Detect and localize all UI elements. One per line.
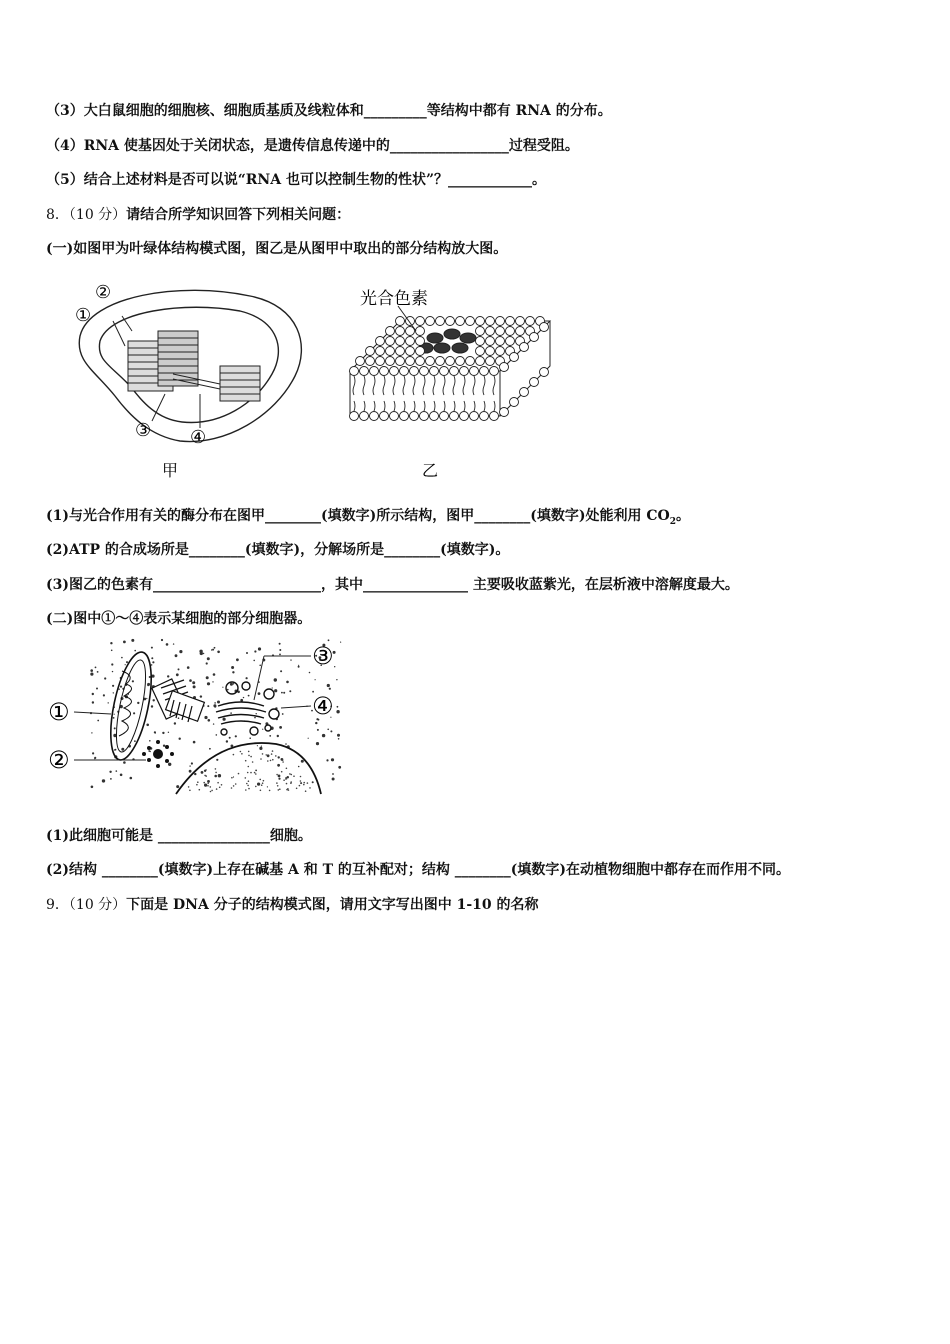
question-7-part-5: （5）结合上述材料是否可以说“RNA 也可以控制生物的性状”？____________。 (46, 172, 547, 188)
question-7-part-4: （4）RNA 使基因处于关闭状态，是遗传信息传递中的_________________过程受阻。 (46, 138, 579, 154)
chloroplast-diagram (79, 290, 301, 441)
part-two-question-1: (1)此细胞可能是 ________________细胞。 (46, 828, 312, 844)
part-one-question-1 (46, 506, 690, 532)
organelle-label-2: ② (48, 746, 70, 774)
figure-yi-label: 乙 (422, 461, 439, 480)
question-9-header (46, 895, 539, 915)
chloroplast-figure (60, 276, 580, 486)
question-8-text: 请结合所学知识回答下列相关问题： (126, 207, 351, 223)
co2-subscript: 2 (669, 516, 676, 527)
chloroplast-label-4: ④ (190, 427, 207, 448)
part-one-question-3: (3)图乙的色素有________________________，其中_______________ 主要吸收蓝紫光，在层析液中溶解度最大。 (46, 577, 739, 593)
part-one-question-2: (2)ATP 的合成场所是________(填数字)，分解场所是________(填数字)。 (46, 542, 510, 558)
organelle-label-4: ④ (312, 692, 334, 720)
question-8-header (46, 205, 350, 225)
chloroplast-label-1: ① (75, 305, 92, 326)
question-7-part-3: （3）大白鼠细胞的细胞核、细胞质基质及线粒体和_________等结构中都有 RNA 的分布。 (46, 103, 612, 119)
question-9-number: 9．（10 分） (46, 897, 127, 913)
question-8-part-one-intro: (一)如图甲为叶绿体结构模式图，图乙是从图甲中取出的部分结构放大图。 (46, 241, 508, 257)
organelle-label-1: ① (48, 698, 70, 726)
question-8-number: 8．（10 分） (46, 207, 127, 223)
question-8-part-two-intro: (二)图中①～④表示某细胞的部分细胞器。 (46, 611, 312, 627)
pigment-label: 光合色素 (360, 289, 428, 309)
part-two-question-2: (2)结构 ________(填数字)上存在碱基 A 和 T 的互补配对；结构 ________(填数字)在动植物细胞中都存在而作用不同。 (46, 862, 791, 878)
figure-jia-label: 甲 (162, 461, 179, 480)
cell-organelles-figure (46, 636, 346, 796)
chloroplast-label-2: ② (95, 282, 112, 303)
part-one-question-1-end: 。 (675, 508, 690, 524)
question-9-text: 下面是 DNA 分子的结构模式图，请用文字写出图中 1-10 的名称 (126, 897, 539, 913)
part-one-question-1-text: (1)与光合作用有关的酶分布在图甲________(填数字)所示结构，图甲________(填数字)处能利用 CO (46, 508, 670, 524)
organelle-label-3: ③ (312, 642, 334, 670)
chloroplast-label-3: ③ (135, 420, 152, 441)
